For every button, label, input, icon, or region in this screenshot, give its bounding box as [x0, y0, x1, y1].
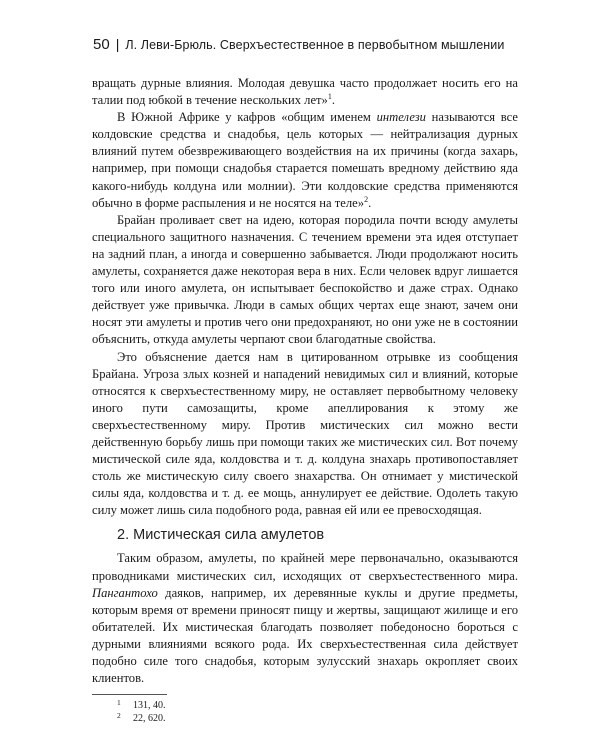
paragraph-2: В Южной Африке у кафров «общим именем интелези называются все колдовские средства и снадобья, цель которых — нейтрализация дурных влияний путем обезвреживающего воздействия на их причины (когда захарь, например, при помощи снадобья старается помешать вредному действию яда какого-нибудь колдуна или молнии). Эти колдовские средства применяются обычно в форме распыления и не носятся на теле»$^2$.: [92, 110, 518, 210]
footnote-ref-1: 1: [327, 92, 332, 102]
footnote-ref-2: 2: [364, 194, 369, 204]
paragraph-5-text-a: Таким образом, амулеты, по крайней мере первоначально, оказываются проводниками мистических сил, исходящих от сверхъестественного мира.: [92, 551, 518, 583]
paragraph-1-text: вращать дурные влияния. Молодая девушка часто продолжает носить его на талии под юбкой в течение нескольких лет»: [92, 76, 518, 108]
footnote-divider: [92, 694, 167, 695]
footnote-2: 2 22, 620.: [117, 711, 166, 725]
footnote-2-text: 22, 620.: [133, 713, 166, 725]
paragraph-3: Брайан проливает свет на идею, которая породила почти всюду амулеты специального защитного назначения. С течением времени эта идея отступает на задний план, а иногда и совершенно забывается. Люди продолжают носить амулеты, сохраняется даже некоторая вера в них. Если человек вдруг лишается того или иного амулета, он испытывает беспокойство и даже страх. Однако действует уже привычка. Люди в самых общих чертах еще знают, зачем они носят эти амулеты и против чего они предохраняют, но они уже не в состоянии объяснить, откуда амулеты черпают свои благодатные свойства.: [92, 212, 518, 347]
running-title: Л. Леви-Брюль. Сверхъестественное в первобытном мышлении: [125, 38, 505, 52]
term-pangantokho: Пангантохо: [92, 585, 158, 600]
paragraph-4: Это объяснение дается нам в цитированном отрывке из сообщения Брайана. Угроза злых козней и нападений невидимых сил и влияний, которые относятся к сверхъестественному миру, не оставляет первобытному человеку иного пути самозащиты, кроме апеллирования к этому же сверхъестественному миру. Против мистических сил можно вести действенную борьбу лишь при помощи таких же мистических сил. Вот почему мистической силе яда, колдовства и т. д. колдуна знахарь противопоставляет столь же мистическую силу своего знахарства. Он отнимает у мистической силы яда, колдовства и т. д. ее мощь, аннулирует ее действие. Одолеть такую силу может лишь сила подобного рода, равная ей или ее превосходящая.: [92, 349, 518, 518]
header-separator: |: [115, 36, 120, 52]
body-text: [92, 75, 518, 725]
paragraph-2-text-a: В Южной Африке у кафров «общим именем: [117, 110, 377, 125]
running-header: [93, 36, 553, 58]
paragraph-1: вращать дурные влияния. Молодая девушка часто продолжает носить его на талии под юбкой в течение нескольких лет»$^1$.: [92, 76, 518, 108]
footnote-1: 1 131, 40.: [117, 698, 166, 712]
section-heading: 2. Мистическая сила амулетов: [117, 527, 325, 544]
page-number: 50: [93, 36, 110, 53]
term-intelezi: интелези: [376, 110, 426, 125]
footnote-1-text: 131, 40.: [133, 700, 166, 712]
paragraph-5-text-b: даяков, например, их деревянные куклы и другие предметы, которым время от времени приносят пищу и жертвы, защищают жилище и его обитателей. Их мистическая благодать позволяет победоносно бороться с дурными влияниями всякого рода. Их сверхъестественная сила действует подобно силе того снадобья, которым зулусский знахарь окропляет своих клиентов.: [92, 585, 518, 686]
paragraph-5: [92, 550, 518, 687]
paragraph-2-text-b: называются все колдовские средства и снадобья, цель которых — нейтрализация дурных влияний путем обезвреживающего воздействия на их причины (когда захарь, например, при помощи снадобья старается помешать вредному действию яда какого-нибудь колдуна или молнии). Эти колдовские средства применяются обычно в форме распыления и не носятся на теле»: [92, 110, 518, 210]
